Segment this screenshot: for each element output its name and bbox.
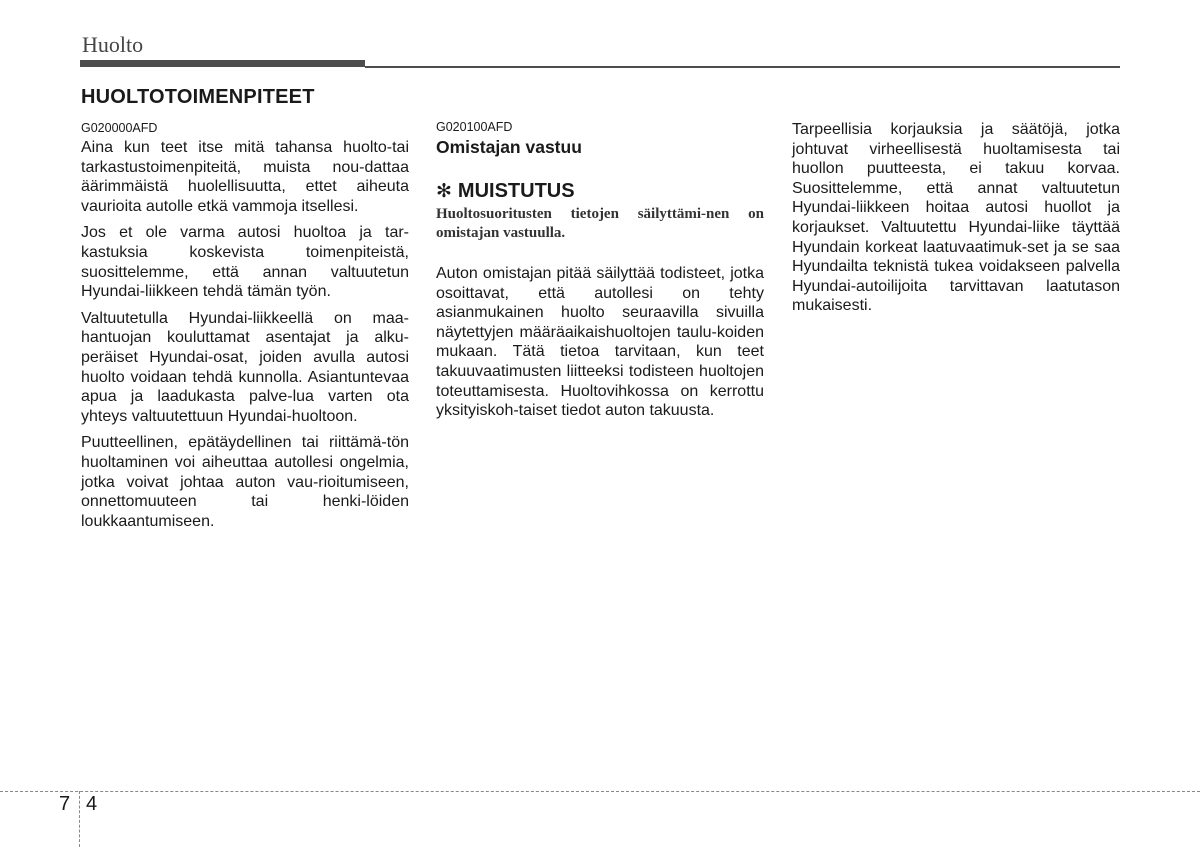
- page-number-value: 4: [86, 793, 98, 815]
- note-text: Huoltosuoritusten tietojen säilyttämi-nen on omistajan vastuulla.: [436, 206, 764, 241]
- note-star-icon: ✻: [436, 181, 452, 202]
- section-code: G020000AFD: [81, 121, 158, 135]
- paragraph: Valtuutetulla Hyundai-liikkeellä on maa-hantuojan kouluttamat asentajat ja alku-peräiset Hyundai-osat, joiden avulla autosi huolto voidaan tehdä kunnolla. Asiantuntevaa apua ja laadukasta palve-lua varten ota yhteys valtuutettuun Hyundai-huoltoon.: [81, 309, 409, 425]
- section-heading: HUOLTOTOIMENPITEET: [81, 86, 315, 108]
- footer-divider: [0, 791, 1200, 792]
- chapter-number: 7: [59, 793, 71, 815]
- paragraph: Tarpeellisia korjauksia ja säätöjä, jotka johtuvat virheellisestä huoltamisesta tai huollon puutteesta, ei takuu korvaa. Suosittelemme, että annat valtuutetun Hyundai-liikkeen hoitaa autosi huollot ja korjaukset. Valtuutettu Hyundai-liike täyttää Hyundain korkeat laatuvaatimuk-set ja se saa Hyundailta teknistä tukea voidakseen palvella Hyundai-autoilijoita tarvittavan laatutason mukaisesti.: [792, 121, 1120, 315]
- paragraph: Aina kun teet itse mitä tahansa huolto-tai tarkastustoimenpiteitä, muista nou-dattaa äärimmäistä huolellisuutta, ettet aiheuta vaurioita autolle etkä vammoja itsellesi.: [81, 139, 409, 215]
- footer-vertical-divider: [79, 791, 80, 847]
- column-1: [81, 86, 409, 538]
- paragraph: Puutteellinen, epätäydellinen tai riittämä-tön huoltaminen voi aiheuttaa autollesi ongelmia, jotka voivat johtaa auton vau-rioitumiseen, onnettomuuteen tai henki-löiden loukkaantumiseen.: [81, 434, 409, 530]
- paragraph: Jos et ole varma autosi huoltoa ja tar-kastuksia koskevista toimenpiteistä, suosittelemme, että annan valtuutetun Hyundai-liikkeen tehdä tämän työn.: [81, 224, 409, 301]
- header-rule-thin: [365, 66, 1120, 68]
- chapter-title: Huolto: [82, 32, 144, 57]
- note-title-label: MUISTUTUS: [457, 180, 575, 202]
- note-title: [436, 180, 764, 203]
- sub-heading: Omistajan vastuu: [436, 137, 582, 157]
- paragraph: Auton omistajan pitää säilyttää todisteet, jotka osoittavat, että autollesi on tehty asianmukainen huolto seuraavilla sivuilla näytettyjen määräaikaishuoltojen taulu-koiden mukaan. Tätä tietoa tarvitaan, kun teet takuuvaatimusten liitteeksi todisteen huoltojen toteuttamisesta. Huoltovihkossa on kerrottu yksityiskoh-taiset tiedot auton takuusta.: [436, 265, 764, 420]
- section-code: G020100AFD: [436, 120, 513, 134]
- column-2: [436, 120, 764, 428]
- header-rule-thick: [80, 60, 365, 67]
- column-3: [792, 120, 1120, 323]
